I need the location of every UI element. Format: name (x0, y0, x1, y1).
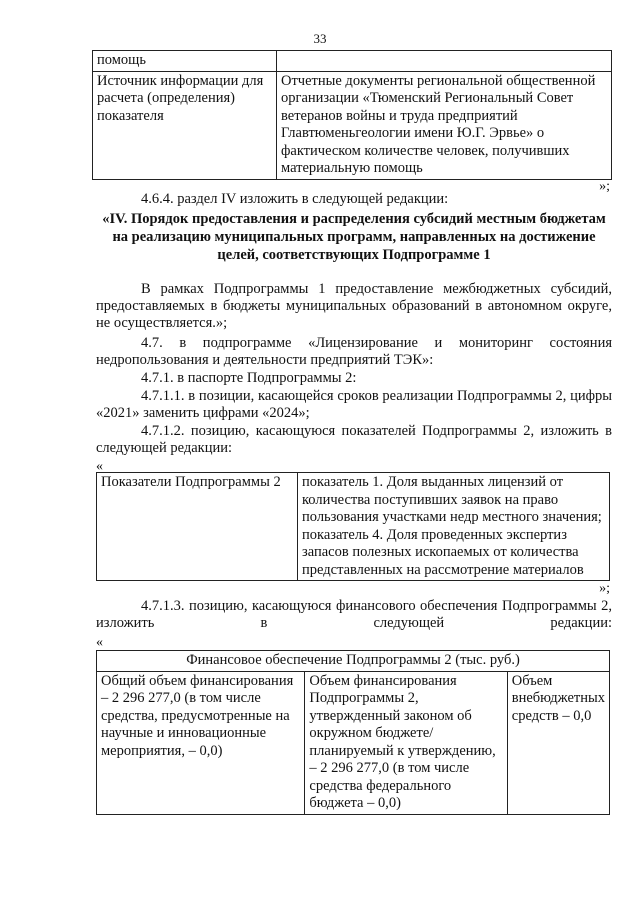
financing-table (96, 650, 610, 815)
paragraph-4-6-4: 4.6.4. раздел IV изложить в следующей редакции: (141, 191, 449, 207)
paragraph-4-7-1-2: 4.7.1.2. позицию, касающуюся показателей Подпрограммы 2, изложить в следующей редакции: (96, 423, 612, 456)
table-cell-total: Общий объем финансирования – 2 296 277,0 (в том числе средства, предусмотренные на научные и инновационные мероприятия, – 0,0) (97, 671, 305, 814)
paragraph-4-7-1-1: 4.7.1.1. в позиции, касающейся сроков реализации Подпрограммы 2, цифры «2021» заменить цифрами «2024»; (96, 388, 612, 421)
table-cell-label: Источник информации для расчета (определения) показателя (93, 71, 277, 179)
indicator-source-table (92, 50, 612, 180)
paragraph-4-7: 4.7. в подпрограмме «Лицензирование и мониторинг состояния недропользования и деятельности предприятий ТЭК»: (96, 335, 612, 368)
table-cell: помощь (93, 51, 277, 72)
table-cell-value: Отчетные документы региональной общественной организации «Тюменский Региональный Совет ветеранов войны и труда предприятий Главтюменьгеологии имени Ю.Г. Эрвье» о фактическом количестве человек, получивших материальную помощь (277, 71, 612, 179)
table-cell-budget: Объем финансирования Подпрограммы 2, утвержденный законом об окружном бюджете/планируемый к утверждению, – 2 296 277,0 (в том числе средства федерального бюджета – 0,0) (305, 671, 507, 814)
table-header: Финансовое обеспечение Подпрограммы 2 (тыс. руб.) (97, 651, 610, 672)
table-cell-value: показатель 1. Доля выданных лицензий от количества поступивших заявок на право пользования участками недр местного значения; показатель 4. Доля проведенных экспертиз запасов полезных ископаемых от количества представленных на рассмотрение материалов (298, 473, 610, 581)
table-cell (277, 51, 612, 72)
opening-quote: « (96, 635, 103, 650)
page-number: 33 (313, 31, 327, 46)
section-heading: «IV. Порядок предоставления и распределения субсидий местным бюджетам на реализацию муниципальных программ, направленных на достижение целей, соответствующих Подпрограмме 1 (102, 211, 606, 263)
table-cell-label: Показатели Подпрограммы 2 (97, 473, 298, 581)
opening-quote: « (96, 459, 103, 474)
table-cell-extrabudget: Объем внебюджетных средств – 0,0 (507, 671, 609, 814)
closing-quote: »; (599, 581, 610, 596)
closing-quote: »; (599, 179, 610, 194)
paragraph-4-7-1: 4.7.1. в паспорте Подпрограммы 2: (141, 370, 357, 386)
paragraph-subsidies: В рамках Подпрограммы 1 предоставление межбюджетных субсидий, предоставляемых в бюджеты муниципальных образований в автономном округе, не осуществляется.»; (96, 281, 612, 331)
indicators-table (96, 472, 610, 581)
paragraph-4-7-1-3: 4.7.1.3. позицию, касающуюся финансового обеспечения Подпрограммы 2, изложить в следующей редакции: (96, 598, 612, 631)
